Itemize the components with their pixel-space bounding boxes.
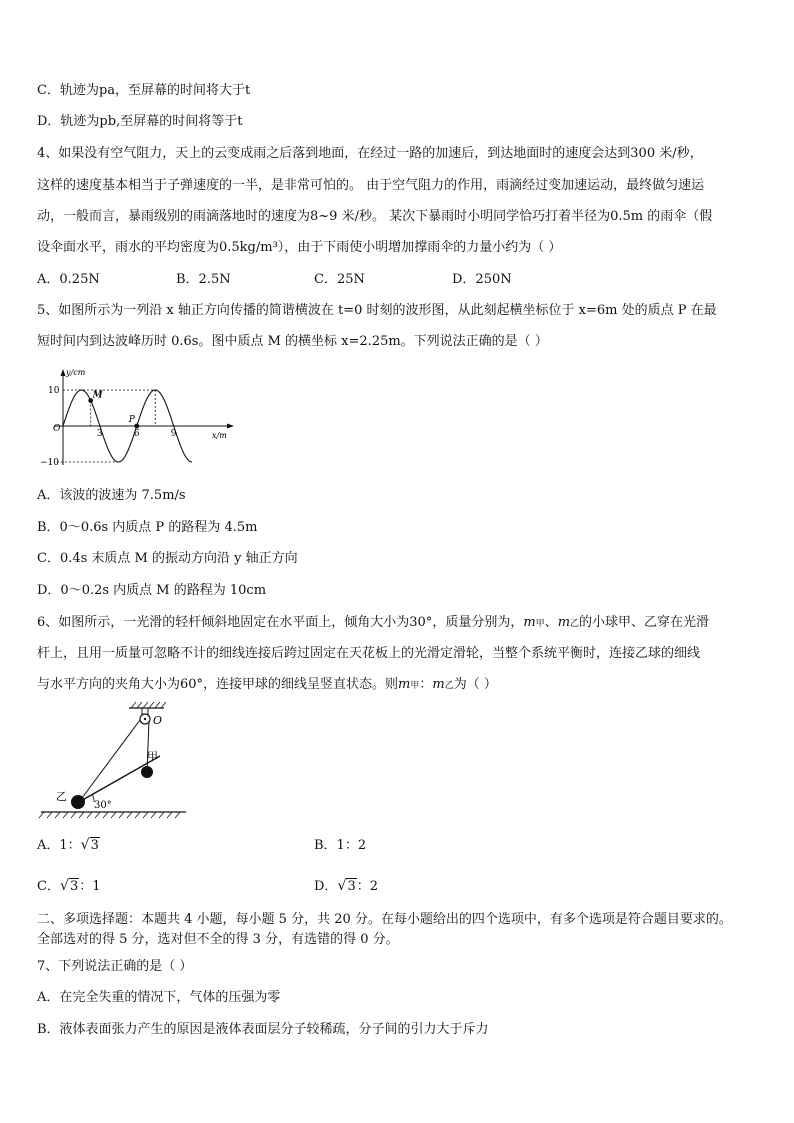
y-axis-label: y/cm	[66, 368, 86, 377]
section2-heading-line2: 全部选对的得 5 分，选对但不全的得 3 分，有选错的得 0 分。	[37, 932, 399, 947]
y-tick-neg10: −10	[40, 458, 59, 468]
q3-option-d: D．轨迹为pb,至屏幕的时间将等于t	[37, 114, 243, 129]
q4-option-b: B．2.5N	[176, 272, 231, 287]
pulley-rod-figure	[36, 700, 206, 825]
q4-stem-line2: 这样的速度基本相当于子弹速度的一半，是非常可怕的。 由于空气阻力的作用，雨滴经过变加速运动，最终做匀速运	[37, 178, 705, 193]
point-p-label: P	[128, 415, 135, 425]
y-axis-arrow	[61, 369, 66, 376]
ball-jia	[141, 766, 153, 778]
q6-option-b: B．1：2	[314, 838, 367, 853]
ground-hatch	[39, 812, 180, 818]
ball-yi-label: 乙	[56, 790, 67, 803]
y-tick-10: 10	[48, 386, 60, 396]
q5-stem-line2: 短时间内到达波峰历时 0.6s。图中质点 M 的横坐标 x=2.25m。下列说法正确的是（ ）	[37, 334, 548, 349]
q4-option-a: A．0.25N	[37, 272, 100, 287]
q3-option-c: C．轨迹为pa，至屏幕的时间将大于t	[37, 83, 251, 98]
ceiling-hatch	[131, 702, 166, 708]
angle-label: 30°	[94, 800, 112, 811]
q4-stem-line3: 动，一般而言，暴雨级别的雨滴落地时的速度为8~9 米/秒。 某次下暴雨时小明同学恰巧打着半径为0.5m 的雨伞（假	[37, 209, 713, 224]
q6-option-c: C． √ 3：1	[37, 878, 101, 894]
point-p	[134, 424, 139, 429]
x-tick-3: 3	[96, 429, 103, 439]
q7-option-a: A．在完全失重的情况下，气体的压强为零	[37, 990, 281, 1005]
q5-stem-line1: 5、如图所示为一列沿 x 轴正方向传播的简谐横波在 t=0 时刻的波形图，从此刻起横坐标位于 x=6m 处的质点 P 在最	[37, 303, 717, 318]
x-axis-arrow	[227, 424, 234, 429]
point-m-label: M	[92, 390, 103, 401]
q4-option-c: C．25N	[314, 272, 365, 287]
string-to-yi	[79, 720, 140, 802]
pulley-label-o: O	[153, 714, 163, 727]
q6-stem-line1: 6、如图所示，一光滑的轻杆倾斜地固定在水平面上，倾角大小为30°，质量分别为，m甲、m乙的小球甲、乙穿在光滑	[37, 615, 710, 630]
q6-option-d: D． √ 3：2	[314, 878, 378, 894]
origin-label: O	[53, 424, 61, 434]
ball-yi	[71, 795, 85, 809]
x-axis-label: x/m	[212, 431, 227, 440]
x-tick-9: 9	[170, 429, 177, 439]
q4-stem-line1: 4、如果没有空气阻力，天上的云变成雨之后落到地面，在经过一路的加速后，到达地面时的速度会达到300 米/秒，	[37, 146, 703, 161]
q6-option-a: A．1： √ 3	[37, 837, 99, 853]
q4-stem-line4: 设伞面水平，雨水的平均密度为0.5kg/m³），由于下雨使小明增加撑雨伞的力量小约为（ ）	[37, 240, 562, 255]
x-tick-6: 6	[133, 429, 140, 439]
q5-option-c: C．0.4s 末质点 M 的振动方向沿 y 轴正方向	[37, 551, 298, 566]
q4-option-d: D．250N	[452, 272, 512, 287]
q7-option-b: B．液体表面张力产生的原因是液体表面层分子较稀疏，分子间的引力大于斥力	[37, 1022, 489, 1037]
section2-heading-line1: 二、多项选择题：本题共 4 小题，每小题 5 分，共 20 分。在每小题给出的四个选项中，有多个选项是符合题目要求的。	[37, 912, 732, 927]
ball-jia-label: 甲	[147, 750, 158, 763]
q5-option-d: D．0～0.2s 内质点 M 的路程为 10cm	[37, 583, 267, 598]
q7-stem: 7、下列说法正确的是（ ）	[37, 959, 193, 974]
q6-stem-line3: 与水平方向的夹角大小为60°，连接甲球的细线呈竖直状态。则m甲：m乙为（ ）	[37, 677, 497, 692]
wave-graph	[36, 365, 246, 475]
q5-option-a: A．该波的波速为 7.5m/s	[37, 488, 186, 503]
q6-stem-line2: 杆上，且用一质量可忽略不计的细线连接后跨过固定在天花板上的光滑定滑轮，当整个系统平衡时，连接乙球的细线	[37, 646, 701, 661]
q5-option-b: B．0～0.6s 内质点 P 的路程为 4.5m	[37, 520, 258, 535]
